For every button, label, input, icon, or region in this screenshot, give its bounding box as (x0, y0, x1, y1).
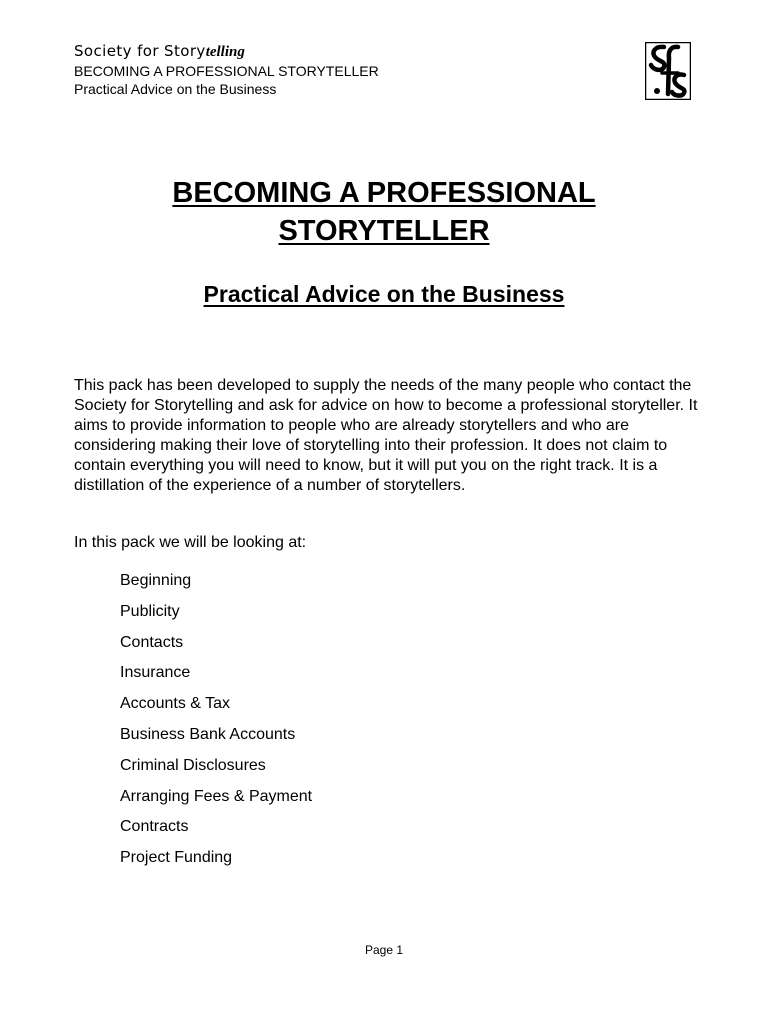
document-title (0, 174, 768, 250)
header-document-subtitle: Practical Advice on the Business (74, 81, 277, 97)
document-subtitle: Practical Advice on the Business (203, 281, 565, 307)
organization-name-suffix: telling (205, 44, 245, 60)
header-document-title: BECOMING A PROFESSIONAL STORYTELLER (74, 63, 379, 79)
list-item: Beginning (120, 572, 192, 589)
list-item: Publicity (120, 602, 180, 620)
list-item: Project Funding (120, 849, 233, 867)
organization-name (74, 42, 574, 62)
list-item: Accounts & Tax (120, 695, 230, 713)
list-item: Business Bank Accounts (120, 725, 296, 743)
organization-name-prefix: Society for Story (74, 42, 206, 60)
topics-lead-in: In this pack we will be looking at: (74, 534, 307, 551)
list-item: Contacts (120, 633, 184, 651)
document-title-line-1: BECOMING A PROFESSIONAL (172, 177, 596, 209)
list-item: Arranging Fees & Payment (120, 787, 313, 805)
sfs-monogram-logo-icon (645, 42, 691, 100)
list-item: Contracts (120, 818, 189, 836)
topics-list (120, 571, 312, 879)
list-item: Criminal Disclosures (120, 756, 266, 774)
document-header (74, 42, 574, 98)
page-number: Page 1 (364, 943, 404, 957)
intro-paragraph: This pack has been developed to supply the needs of the many people who contact the Society for Storytelling and ask for advice on how to become a professional storyteller. It aims to provide information to people who are already storytellers and who are considering making their love of storytelling into their profession. It does not claim to contain everything you will need to know, but it will put you on the right track. It is a distillation of the experience of a number of storytellers. (74, 377, 698, 494)
list-item: Insurance (120, 664, 191, 682)
document-title-line-2: STORYTELLER (278, 215, 490, 247)
